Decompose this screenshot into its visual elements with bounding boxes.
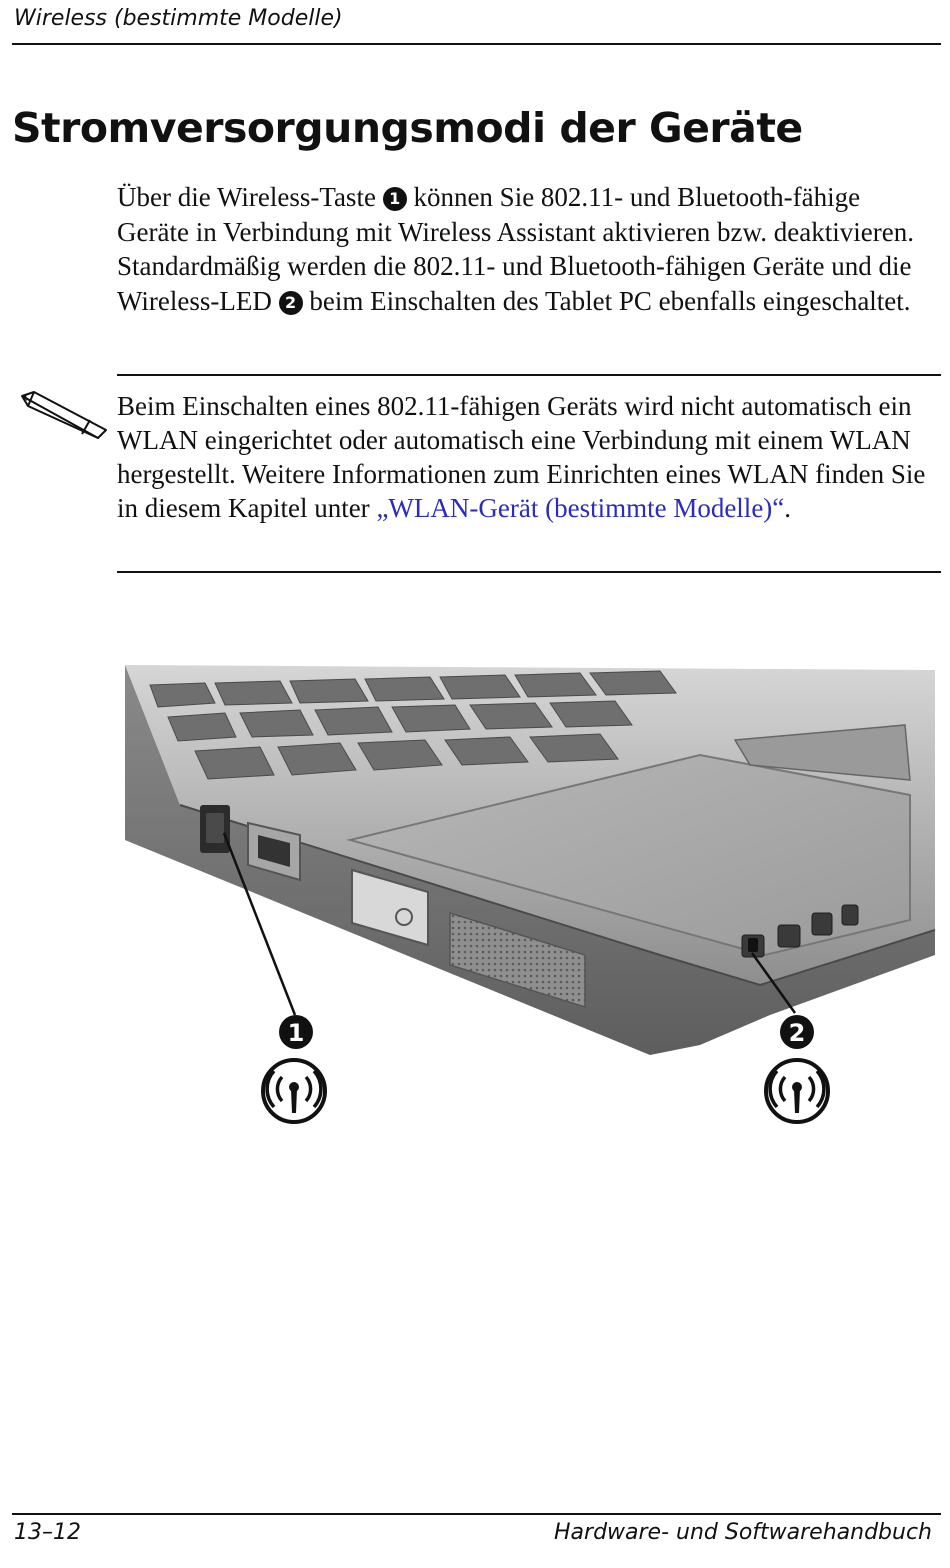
- intro-paragraph: [117, 180, 917, 318]
- pencil-icon: [14, 390, 110, 440]
- notebook-illustration: [125, 665, 935, 1055]
- notebook-figure: [0, 655, 950, 1135]
- intro-text-2: können Sie 802.11- und Bluetooth-fähige Geräte in Verbindung mit Wireless Assistant aktivieren bzw. deaktivieren. Standardmäßig werden die 802.11- und Bluetooth-fähigen Geräte und die Wireless-LED: [117, 182, 914, 316]
- section-title: Stromversorgungsmodi der Geräte: [12, 104, 803, 152]
- running-header: Wireless (bestimmte Modelle): [14, 6, 343, 31]
- callout-1: [279, 1015, 313, 1049]
- callout-1-label: 1: [287, 1019, 305, 1047]
- note-paragraph: [117, 389, 937, 525]
- footer-rule: [12, 1513, 941, 1515]
- note-bottom-rule: [117, 571, 941, 573]
- callout-2-marker: 2: [279, 291, 303, 315]
- wireless-icon: [263, 1060, 325, 1122]
- callout-1-marker: 1: [383, 187, 407, 211]
- note-text: Beim Einschalten eines 802.11-fähigen Geräts wird nicht automatisch ein WLAN eingerichtet oder automatisch eine Verbindung mit einem WLAN hergestellt. Weitere Informationen zum Einrichten eines WLAN finden Sie in diesem Kapitel unter: [117, 391, 926, 523]
- intro-text-3: beim Einschalten des Tablet PC ebenfalls eingeschaltet.: [302, 285, 911, 316]
- callout-2-label: 2: [788, 1019, 806, 1047]
- page-number: 13–12: [14, 1520, 81, 1545]
- wireless-icon: [766, 1060, 828, 1122]
- book-title: Hardware- und Softwarehandbuch: [554, 1520, 932, 1545]
- wlan-section-link[interactable]: „WLAN-Gerät (bestimmte Modelle)“: [376, 493, 785, 523]
- intro-text-1: Über die Wireless-Taste: [117, 182, 383, 212]
- callout-2: [780, 1015, 814, 1049]
- note-text-end: .: [784, 493, 792, 523]
- header-rule: [12, 43, 941, 45]
- note-top-rule: [117, 374, 941, 376]
